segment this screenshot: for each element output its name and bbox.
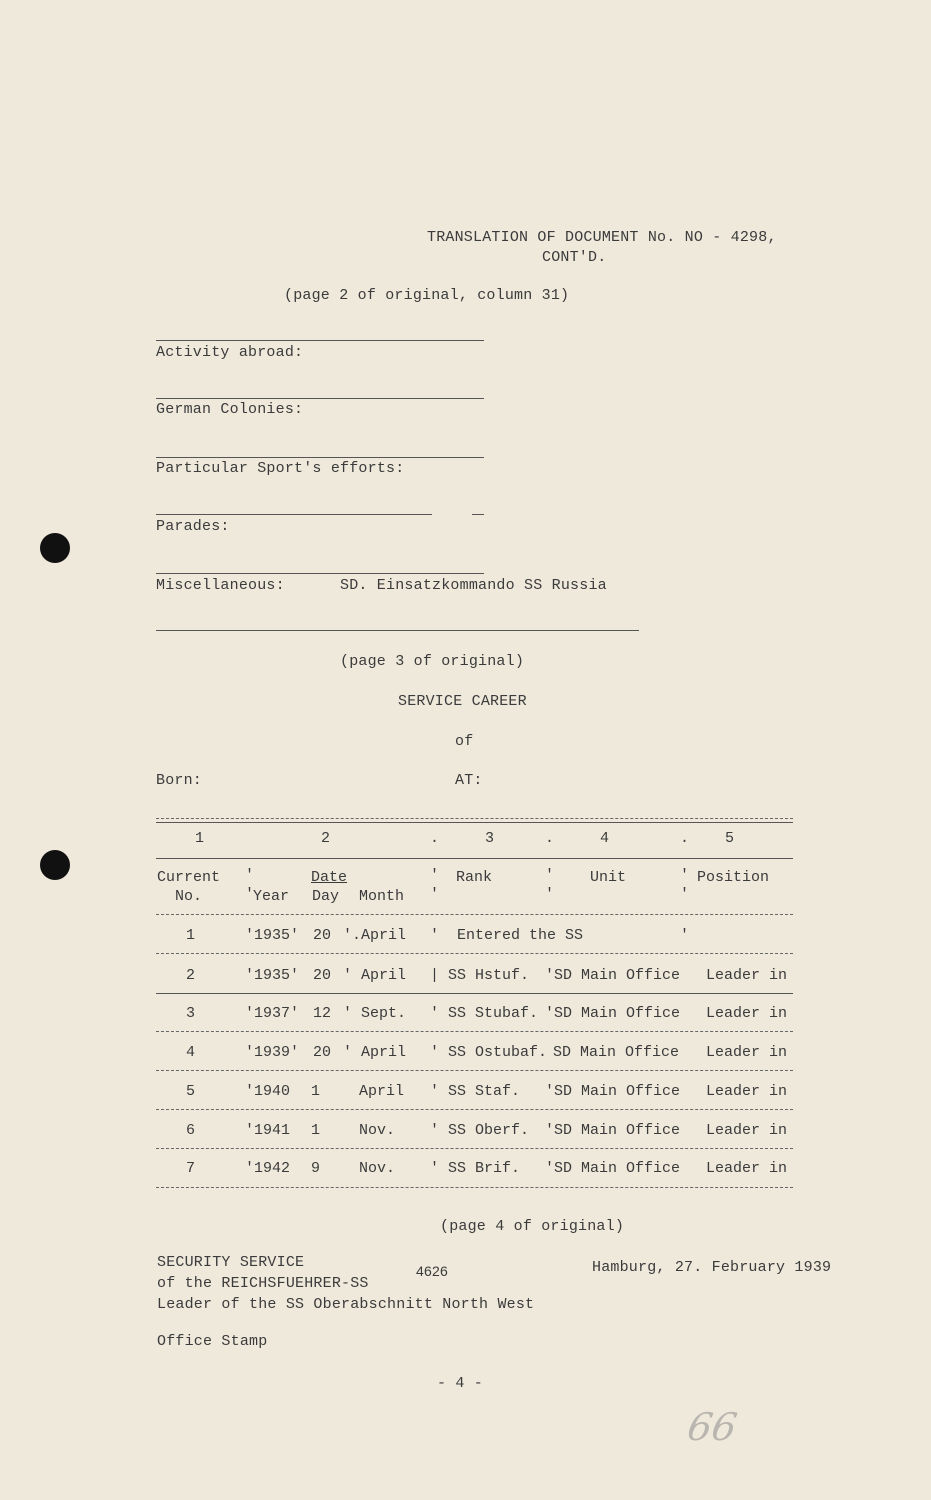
rule-activity: [156, 340, 484, 341]
header-tick: ': [680, 867, 690, 884]
row-rule: [156, 1070, 793, 1071]
service-career-title: SERVICE CAREER: [398, 693, 527, 710]
rule-parades: [156, 514, 432, 515]
col-number-1: 1: [195, 830, 205, 847]
cell-year-value: 1939: [254, 1044, 291, 1061]
cell-year-value: 1935: [254, 927, 291, 944]
header-day: Day: [312, 888, 340, 905]
sender-line-2: of the REICHSFUEHRER-SS: [157, 1275, 369, 1292]
col-number-2: 2: [321, 830, 331, 847]
cell-unit-value: SD Main Office: [554, 1083, 681, 1100]
header-position: Position: [697, 869, 770, 886]
cell-month: ' April: [343, 967, 407, 984]
cell-unit-value: SD Main Office: [553, 1044, 680, 1061]
cell-rank: ' Entered the SS: [430, 927, 584, 944]
cell-tick: ': [680, 927, 690, 944]
header-tick: ': [545, 867, 555, 884]
cell-year-value: 1937: [254, 1005, 291, 1022]
cell-day: 1: [311, 1083, 321, 1100]
cell-no: 7: [186, 1160, 196, 1177]
header-tick: ': [245, 867, 255, 884]
rule-parades-tick: [472, 514, 484, 515]
page-3-note: (page 3 of original): [340, 653, 525, 670]
cell-unit-value: SD Main Office: [554, 1160, 681, 1177]
cell-year-value: 1941: [254, 1122, 291, 1139]
cell-year-value: 1942: [254, 1160, 291, 1177]
cell-rank: ' SS Stubaf.: [430, 1005, 539, 1022]
cell-year: '1942: [245, 1160, 291, 1177]
cell-rank: | SS Hstuf.: [430, 967, 530, 984]
page-number: - 4 -: [437, 1375, 484, 1392]
cell-month-value: April: [361, 967, 407, 984]
row-rule: [156, 953, 793, 954]
cell-rank-value: SS Hstuf.: [448, 967, 530, 984]
col-number-3: 3: [485, 830, 495, 847]
reference-number: 4626: [416, 1263, 448, 1279]
col-number-5: 5: [725, 830, 735, 847]
rule-colonies: [156, 398, 484, 399]
rule-misc: [156, 573, 484, 574]
cell-no: 6: [186, 1122, 196, 1139]
sender-line-1: SECURITY SERVICE: [157, 1254, 305, 1271]
cell-position: Leader in: [706, 1083, 788, 1100]
header-current: Current: [157, 869, 221, 886]
rule-sports: [156, 457, 484, 458]
cell-position: Leader in: [706, 1044, 788, 1061]
cell-month-value: Sept.: [361, 1005, 407, 1022]
cell-unit: [553, 1044, 679, 1061]
cell-month: Nov.: [359, 1122, 396, 1139]
cell-rank-value: SS Brif.: [448, 1160, 521, 1177]
at-label: AT:: [455, 772, 483, 789]
cell-rank-value: SS Stubaf.: [448, 1005, 539, 1022]
service-career-of: of: [455, 733, 474, 750]
cell-position: Leader in: [706, 967, 788, 984]
field-label-misc: Miscellaneous:: [156, 577, 285, 594]
table-top-rule: [156, 818, 793, 819]
header-year: Year: [253, 888, 290, 905]
cell-year: '1937': [245, 1005, 300, 1022]
cell-day: 20: [313, 1044, 332, 1061]
cell-month: ' April: [343, 1044, 407, 1061]
field-label-sports: Particular Sport's efforts:: [156, 460, 405, 477]
header-date: Date: [311, 869, 348, 886]
cell-rank: ' SS Ostubaf.: [430, 1044, 548, 1061]
cell-day: 1: [311, 1122, 321, 1139]
cell-year: '1939': [245, 1044, 300, 1061]
cell-no: 1: [186, 927, 196, 944]
header-no: No.: [175, 888, 203, 905]
row-rule: [156, 1148, 793, 1149]
cell-no: 4: [186, 1044, 196, 1061]
cell-month: April: [359, 1083, 405, 1100]
cell-rank: ' SS Oberf.: [430, 1122, 530, 1139]
field-label-activity: Activity abroad:: [156, 344, 304, 361]
document-title-continued: CONT'D.: [542, 249, 607, 266]
cell-rank: ' SS Brif.: [430, 1160, 521, 1177]
sender-line-3: Leader of the SS Oberabschnitt North West: [157, 1296, 535, 1313]
cell-month: ' Sept.: [343, 1005, 407, 1022]
col-sep-dot: .: [430, 830, 440, 847]
cell-day: 20: [313, 967, 332, 984]
cell-month: Nov.: [359, 1160, 396, 1177]
cell-no: 5: [186, 1083, 196, 1100]
cell-unit: 'SD Main Office: [545, 1005, 681, 1022]
cell-position: Leader in: [706, 1005, 788, 1022]
cell-year-value: 1940: [254, 1083, 291, 1100]
header-rank: Rank: [456, 869, 493, 886]
rule-section-end: [156, 630, 639, 631]
field-label-parades: Parades:: [156, 518, 230, 535]
cell-unit: 'SD Main Office: [545, 967, 681, 984]
cell-rank-value: Entered the SS: [457, 927, 584, 944]
cell-month-value: April: [361, 927, 407, 944]
cell-year: '1935': [245, 967, 300, 984]
cell-rank-value: SS Oberf.: [448, 1122, 530, 1139]
header-unit: Unit: [590, 869, 627, 886]
punch-hole-bottom: [40, 850, 70, 880]
place-date: Hamburg, 27. February 1939: [592, 1259, 832, 1276]
header-bottom-rule: [156, 914, 793, 915]
cell-rank-value: SS Ostubaf.: [448, 1044, 548, 1061]
cell-year: '1935': [245, 927, 300, 944]
header-tick: ': [245, 886, 255, 903]
cell-rank-value: SS Staf.: [448, 1083, 521, 1100]
header-rule: [156, 858, 793, 859]
col-sep-dot: .: [680, 830, 690, 847]
born-label: Born:: [156, 772, 203, 789]
cell-rank: ' SS Staf.: [430, 1083, 521, 1100]
col-number-4: 4: [600, 830, 610, 847]
cell-no: 3: [186, 1005, 196, 1022]
cell-unit-value: SD Main Office: [554, 1005, 681, 1022]
cell-no: 2: [186, 967, 196, 984]
cell-month-value: April: [361, 1044, 407, 1061]
cell-unit-value: SD Main Office: [554, 1122, 681, 1139]
cell-position: Leader in: [706, 1122, 788, 1139]
office-stamp: Office Stamp: [157, 1333, 268, 1350]
cell-position: Leader in: [706, 1160, 788, 1177]
header-tick: ': [680, 886, 690, 903]
header-tick: ': [430, 886, 440, 903]
row-rule: [156, 1187, 793, 1188]
cell-year: '1941: [245, 1122, 291, 1139]
field-value-misc: SD. Einsatzkommando SS Russia: [340, 577, 607, 594]
col-sep-dot: .: [545, 830, 555, 847]
handwritten-page-number: 66: [684, 1405, 741, 1449]
header-tick: ': [430, 867, 440, 884]
row-rule: [156, 993, 793, 994]
field-label-colonies: German Colonies:: [156, 401, 304, 418]
cell-year: '1940: [245, 1083, 291, 1100]
cell-day: 12: [313, 1005, 332, 1022]
cell-month: '.April: [343, 927, 407, 944]
cell-day: 9: [311, 1160, 321, 1177]
row-rule: [156, 1031, 793, 1032]
cell-unit: 'SD Main Office: [545, 1083, 681, 1100]
cell-unit-value: SD Main Office: [554, 967, 681, 984]
punch-hole-top: [40, 533, 70, 563]
header-month: Month: [359, 888, 405, 905]
page-4-note: (page 4 of original): [440, 1218, 625, 1235]
cell-day: 20: [313, 927, 332, 944]
cell-unit: 'SD Main Office: [545, 1122, 681, 1139]
row-rule: [156, 1109, 793, 1110]
cell-unit: 'SD Main Office: [545, 1160, 681, 1177]
table-top-rule-solid: [156, 822, 793, 823]
cell-year-value: 1935: [254, 967, 291, 984]
header-tick: ': [545, 886, 555, 903]
page-2-note: (page 2 of original, column 31): [284, 287, 570, 304]
document-title: TRANSLATION OF DOCUMENT No. NO - 4298,: [427, 229, 777, 246]
